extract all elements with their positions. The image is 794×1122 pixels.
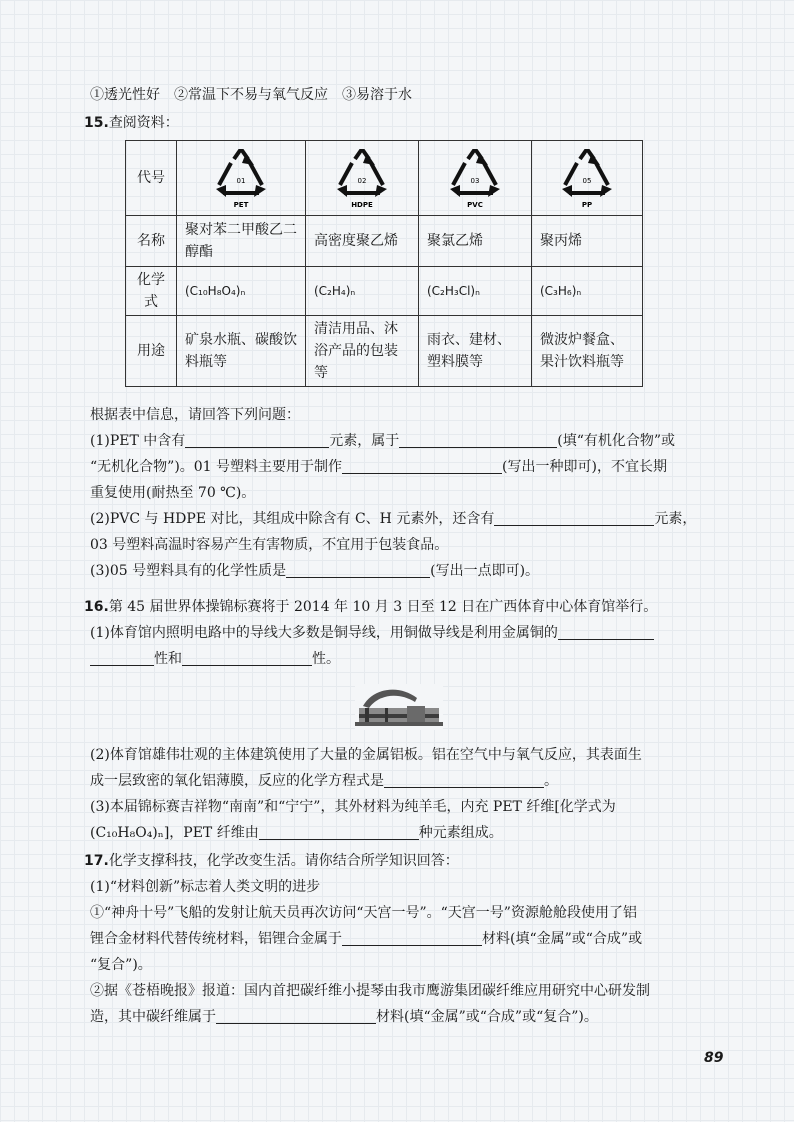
- q15-part2-line1: [90, 506, 730, 532]
- recycle-pvc-icon: [444, 149, 506, 211]
- q16: [84, 594, 724, 672]
- recycle-code: 05: [582, 177, 592, 185]
- options-line: ①透光性好 ②常温下不易与氧气反应 ③易溶于水: [90, 87, 412, 103]
- symbol-cell: [306, 141, 419, 216]
- recycle-abbr: PVC: [467, 201, 483, 209]
- q16-stem: [84, 594, 724, 620]
- recycle-pet-icon: [210, 149, 272, 211]
- text: 材料(填“金属”或“合成”或“复合”)。: [376, 1009, 598, 1025]
- page-number: 89: [704, 1050, 724, 1066]
- text: 元素，: [654, 511, 697, 527]
- table-cell: 高密度聚乙烯: [306, 216, 419, 267]
- table-cell: (C₂H₄)ₙ: [306, 267, 419, 316]
- q16-part3-line2: [90, 820, 730, 846]
- q15-part1-line1: [90, 428, 730, 454]
- text: (写出一种即可)，不宜长期: [502, 459, 667, 475]
- text: 化学支撑科技，化学改变生活。请你结合所学知识回答：: [108, 853, 459, 869]
- table-row-code: [126, 141, 643, 216]
- q16-part1-line1: [84, 620, 724, 646]
- answer-blank[interactable]: [286, 559, 430, 578]
- q15-part2-line2: 03 号塑料高温时容易产生有害物质，不宜用于包装食品。: [90, 537, 449, 553]
- text: 性和: [154, 651, 182, 667]
- row-label: 代号: [126, 141, 177, 216]
- q15-prompt: 根据表中信息，请回答下列问题：: [90, 407, 300, 423]
- q16-part3-line1: (3)本届锦标赛吉祥物“南南”和“宁宁”，其外材料为纯羊毛，内充 PET 纤维[化学式为: [90, 799, 616, 815]
- recycle-code: 02: [357, 177, 367, 185]
- table-cell: 清洁用品、沐浴产品的包装等: [306, 316, 419, 387]
- symbol-cell: [177, 141, 306, 216]
- answer-blank[interactable]: [90, 647, 154, 666]
- q15-number: 15.: [84, 115, 109, 131]
- q17-number: 17.: [84, 853, 109, 869]
- recycle-abbr: PP: [581, 201, 593, 209]
- table-cell: 矿泉水瓶、碳酸饮料瓶等: [177, 316, 306, 387]
- q15-title: 查阅资料：: [108, 115, 179, 131]
- recycle-hdpe-icon: [331, 149, 393, 211]
- recycle-abbr: PET: [233, 201, 249, 209]
- q16-part2-line1: (2)体育馆雄伟壮观的主体建筑使用了大量的金属铝板。铝在空气中与氧气反应，其表面生: [90, 747, 642, 763]
- q17-stem: [84, 848, 724, 874]
- recycle-abbr: HDPE: [351, 201, 373, 209]
- text: (写出一点即可)。: [430, 563, 540, 579]
- q17-c2-line2: [84, 1004, 724, 1030]
- text: 造，其中碳纤维属于: [90, 1009, 216, 1025]
- answer-blank[interactable]: [185, 429, 329, 448]
- answer-blank[interactable]: [384, 769, 544, 788]
- q17-c1-line3: “复合”)。: [90, 957, 152, 973]
- table-cell: 聚丙烯: [532, 216, 643, 267]
- q16-number: 16.: [84, 599, 109, 615]
- text: 锂合金材料代替传统材料，铝锂合金属于: [90, 931, 342, 947]
- answer-blank[interactable]: [558, 621, 654, 640]
- table-cell: (C₃H₆)ₙ: [532, 267, 643, 316]
- table-row-name: [126, 216, 643, 267]
- text: (填“有机化合物”或: [557, 433, 676, 449]
- text: 种元素组成。: [418, 825, 503, 841]
- text: 成一层致密的氧化铝薄膜，反应的化学方程式是: [90, 773, 384, 789]
- table-row-formula: [126, 267, 643, 316]
- row-label: 名称: [126, 216, 177, 267]
- text: 材料(填“金属”或“合成”或: [482, 931, 643, 947]
- table-cell: (C₂H₃Cl)ₙ: [419, 267, 532, 316]
- answer-blank[interactable]: [216, 1005, 376, 1024]
- q15-part1-line2: [90, 454, 730, 480]
- text: 元素，属于: [329, 433, 400, 449]
- answer-blank[interactable]: [182, 647, 312, 666]
- text: 第 45 届世界体操锦标赛将于 2014 年 10 月 3 日至 12 日在广西体育中心体育馆举行。: [108, 599, 658, 615]
- answer-blank[interactable]: [399, 429, 557, 448]
- q16-part2-line2: [90, 768, 730, 794]
- q16-cont: [90, 742, 730, 846]
- text: (C₁₀H₈O₄)ₙ]，PET 纤维由: [90, 825, 259, 841]
- answer-blank[interactable]: [342, 927, 482, 946]
- symbol-cell: [419, 141, 532, 216]
- table-cell: 雨衣、建材、塑料膜等: [419, 316, 532, 387]
- q15-part3: [90, 558, 730, 584]
- answer-blank[interactable]: [342, 455, 502, 474]
- text: “无机化合物”)。01 号塑料主要用于制作: [90, 459, 343, 475]
- q15-questions: [90, 402, 730, 584]
- table-row-use: [126, 316, 643, 387]
- text: (3)05 号塑料具有的化学性质是: [90, 563, 287, 579]
- text: (1)PET 中含有: [90, 433, 186, 449]
- recycle-code: 03: [470, 177, 480, 185]
- q15-heading: [84, 110, 179, 136]
- text: (1)体育馆内照明电路中的导线大多数是铜导线，用铜做导线是利用金属铜的: [90, 625, 558, 641]
- answer-blank[interactable]: [259, 821, 419, 840]
- table-cell: 聚氯乙烯: [419, 216, 532, 267]
- stadium-photo: [355, 684, 443, 730]
- answer-blank[interactable]: [494, 507, 654, 526]
- q17-c1-line1: ①“神舟十号”飞船的发射让航天员再次访问“天宫一号”。“天宫一号”资源舱舱段使用了铝: [90, 905, 637, 921]
- table-cell: 聚对苯二甲酸乙二醇酯: [177, 216, 306, 267]
- q17-c2-line1: ②据《苍梧晚报》报道：国内首把碳纤维小提琴由我市鹰游集团碳纤维应用研究中心研发制: [90, 983, 650, 999]
- table-cell: (C₁₀H₈O₄)ₙ: [177, 267, 306, 316]
- q16-part1-line2: [84, 646, 724, 672]
- plastics-table: [125, 140, 643, 387]
- recycle-pp-icon: [556, 149, 618, 211]
- q17-c1-line2: [84, 926, 724, 952]
- table-cell: 微波炉餐盒、果汁饮料瓶等: [532, 316, 643, 387]
- q17: [84, 848, 724, 1030]
- q15-part1-line3: 重复使用(耐热至 70 ℃)。: [90, 485, 256, 501]
- text: 。: [544, 773, 558, 789]
- text: 性。: [312, 651, 340, 667]
- text: (2)PVC 与 HDPE 对比，其组成中除含有 C、H 元素外，还含有: [90, 511, 495, 527]
- recycle-code: 01: [236, 177, 246, 185]
- row-label: 化学式: [126, 267, 177, 316]
- symbol-cell: [532, 141, 643, 216]
- q17-part1: (1)“材料创新”标志着人类文明的进步: [90, 879, 321, 895]
- row-label: 用途: [126, 316, 177, 387]
